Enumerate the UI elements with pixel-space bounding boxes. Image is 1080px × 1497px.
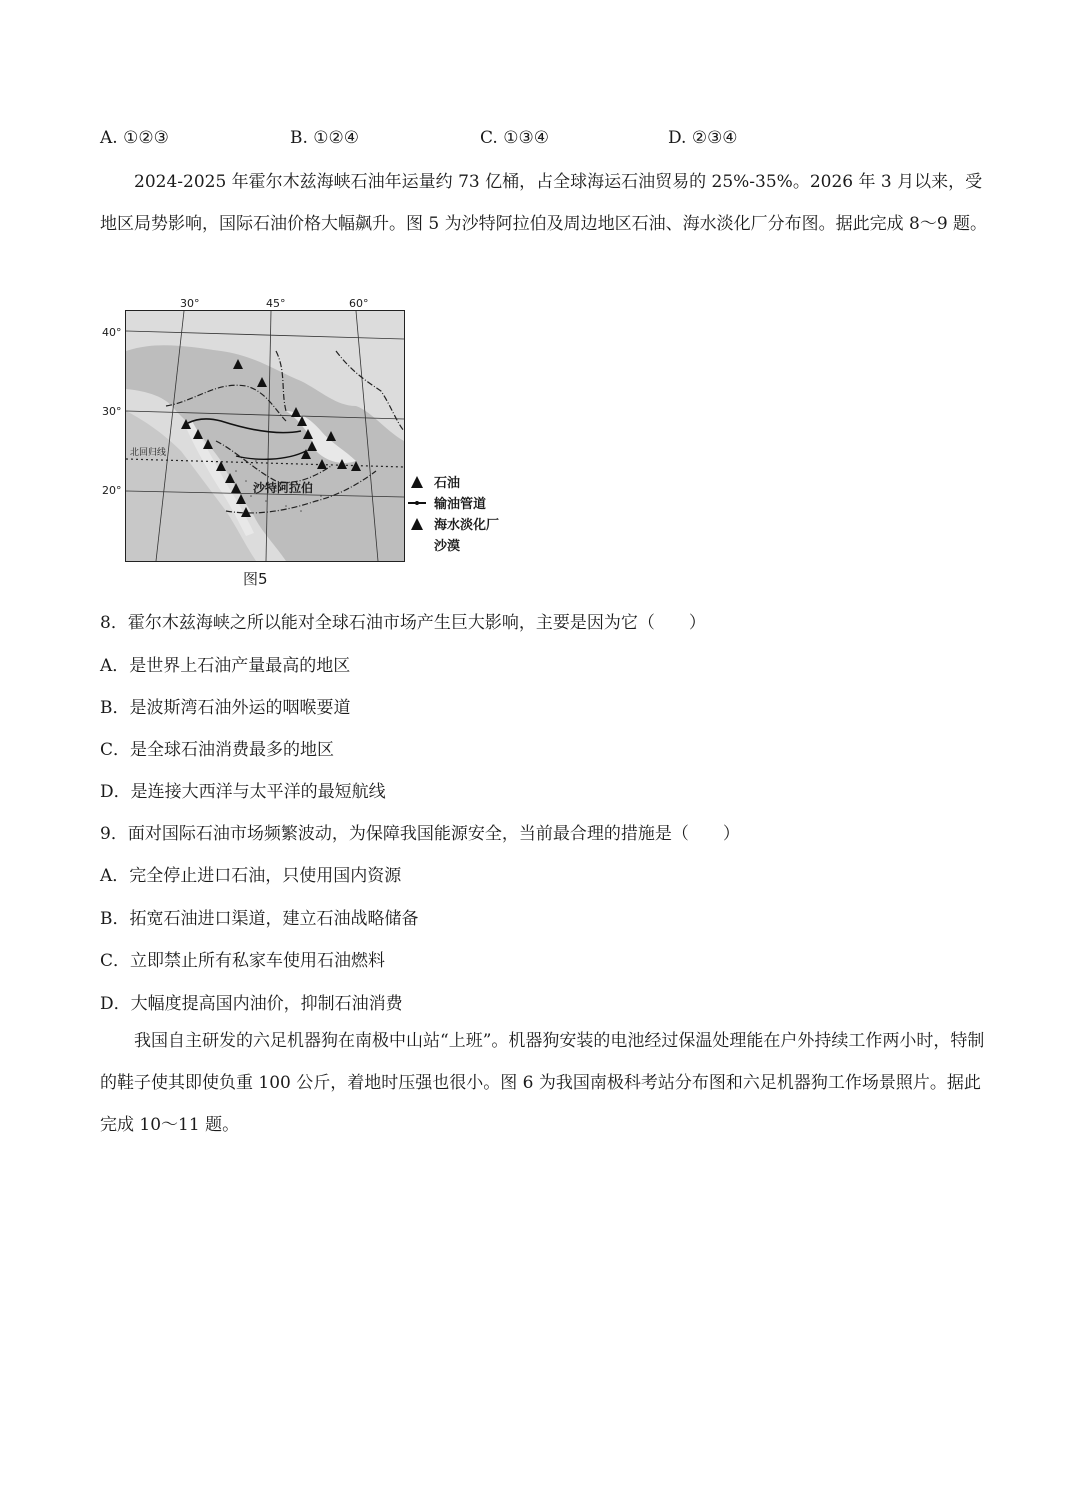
tropic-label: 北回归线 — [130, 448, 167, 458]
legend-desalination-label: 海水淡化厂 — [434, 518, 500, 533]
question-8-option-d: D．是连接大西洋与太平洋的最短航线 — [100, 782, 386, 802]
question-8-stem: 8．霍尔木兹海峡之所以能对全球石油市场产生巨大影响，主要是因为它（ ） — [100, 613, 706, 633]
question-9-option-b: B．拓宽石油进口渠道，建立石油战略储备 — [100, 909, 419, 929]
desalination-marker — [225, 473, 235, 483]
desalination-marker — [216, 461, 226, 471]
legend-pipeline-label: 输油管道 — [434, 497, 487, 512]
option-a: A. ①②③ — [100, 128, 169, 148]
oil-triangle-icon — [408, 475, 426, 489]
question-9-option-a: A．完全停止进口石油，只使用国内资源 — [100, 866, 402, 886]
desert-pattern-icon — [408, 538, 426, 552]
option-d: D. ②③④ — [668, 128, 738, 148]
map-markers — [126, 311, 404, 561]
legend-oil-label: 石油 — [434, 476, 461, 491]
question-9-option-c: C．立即禁止所有私家车使用石油燃料 — [100, 951, 386, 971]
question-8-option-c: C．是全球石油消费最多的地区 — [100, 740, 335, 760]
desalination-marker — [241, 507, 251, 517]
question-9-stem: 9．面对国际石油市场频繁波动，为保障我国能源安全，当前最合理的措施是（ ） — [100, 824, 740, 844]
question-8-option-a: A．是世界上石油产量最高的地区 — [100, 656, 351, 676]
question-9-option-d: D．大幅度提高国内油价，抑制石油消费 — [100, 994, 403, 1014]
desalination-marker — [231, 483, 241, 493]
oil-marker — [337, 459, 347, 469]
desalination-marker — [236, 494, 246, 504]
option-c: C. ①③④ — [480, 128, 549, 148]
lon-label-45: 45° — [266, 297, 286, 310]
legend-pipeline — [408, 493, 486, 512]
oil-marker — [326, 431, 336, 441]
lon-label-60: 60° — [349, 297, 369, 310]
desalination-marker — [193, 429, 203, 439]
oil-marker — [303, 429, 313, 439]
oil-marker — [307, 441, 317, 451]
desalination-marker — [181, 419, 191, 429]
pipeline-line-icon — [408, 496, 426, 510]
legend-desert — [408, 535, 460, 554]
lat-label-40: 40° — [102, 326, 122, 339]
passage-hormuz: 2024-2025 年霍尔木兹海峡石油年运量约 73 亿桶，占全球海运石油贸易的 25%-35%。2026 年 3 月以来，受地区局势影响，国际石油价格大幅飙升。图 5 为沙特阿拉伯及周边地区石油、海水淡化厂分布图。据此完成 8～9 题。 — [100, 172, 988, 234]
legend-oil — [408, 472, 460, 491]
oil-marker — [257, 377, 267, 387]
country-label: 沙特阿拉伯 — [253, 481, 314, 495]
lat-label-20: 20° — [102, 484, 122, 497]
oil-marker — [351, 461, 361, 471]
legend-desalination — [408, 514, 499, 533]
oil-marker — [297, 416, 307, 426]
oil-marker — [291, 407, 301, 417]
lat-label-30: 30° — [102, 405, 122, 418]
figure-caption: 图5 — [243, 570, 268, 588]
desalination-marker — [203, 439, 213, 449]
desalination-triangle-icon — [408, 517, 426, 531]
legend-desert-label: 沙漠 — [434, 539, 461, 554]
lon-label-30: 30° — [180, 297, 200, 310]
oil-marker — [233, 359, 243, 369]
option-b: B. ①②④ — [290, 128, 360, 148]
question-8-option-b: B．是波斯湾石油外运的咽喉要道 — [100, 698, 351, 718]
map-canvas — [125, 310, 405, 562]
passage-robot-dog: 我国自主研发的六足机器狗在南极中山站“上班”。机器狗安装的电池经过保温处理能在户外持续工作两小时，特制的鞋子使其即使负重 100 公斤，着地时压强也很小。图 6 为我国南极科考站分布图和六足机器狗工作场景照片。据此完成 10～11 题。 — [100, 1031, 985, 1135]
desalination-marker — [317, 459, 327, 469]
